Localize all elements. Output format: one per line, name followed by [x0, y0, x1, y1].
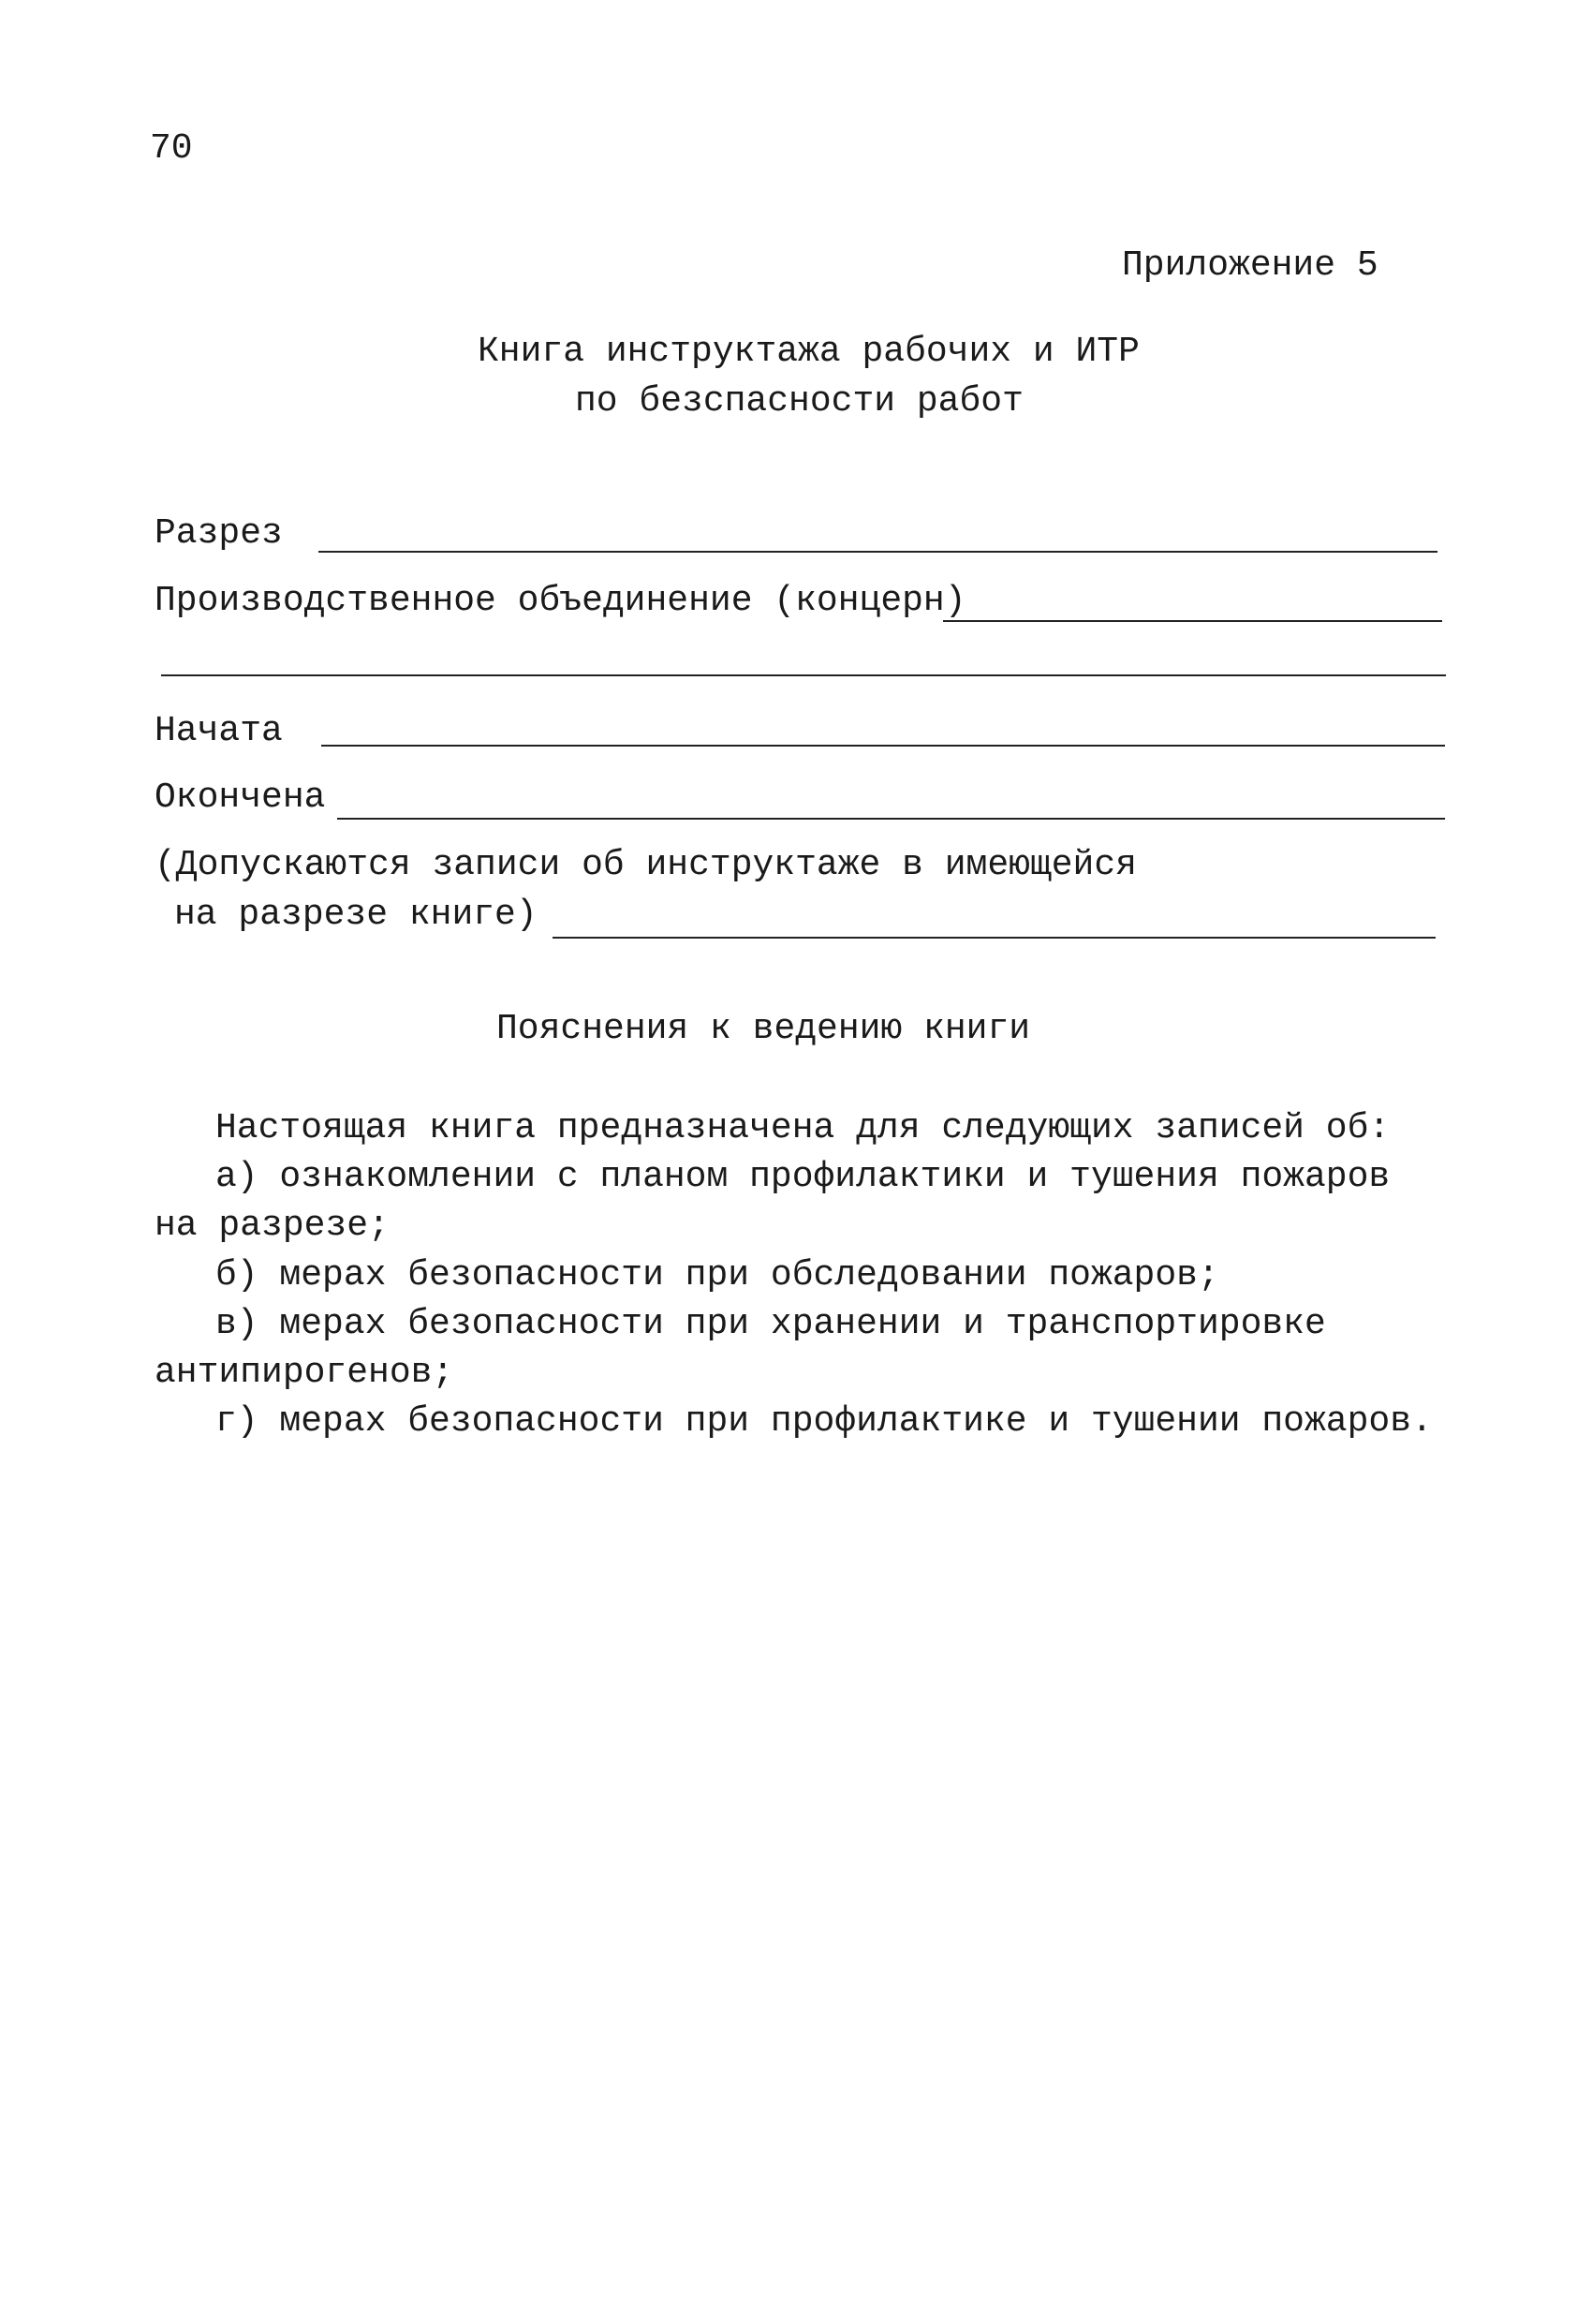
- explanations-item-a-line-1: а) ознакомлении с планом профилактики и тушения пожаров: [215, 1157, 1391, 1197]
- started-fill-line[interactable]: [321, 745, 1445, 747]
- finished-label: Окончена: [155, 777, 326, 818]
- razrez-label: Разрез: [155, 513, 283, 554]
- association-fill-line[interactable]: [943, 620, 1442, 622]
- note-line-1: (Допускаются записи об инструктаже в имеющейся: [155, 845, 1137, 885]
- explanations-intro: Настоящая книга предназначена для следующих записей об:: [215, 1108, 1391, 1148]
- explanations-item-a-line-2: на разрезе;: [155, 1206, 390, 1246]
- association-continuation-line[interactable]: [161, 674, 1446, 676]
- finished-fill-line[interactable]: [337, 818, 1445, 820]
- note-fill-line[interactable]: [553, 937, 1436, 939]
- explanations-heading: Пояснения к ведению книги: [496, 1009, 1031, 1049]
- book-title-line-1: Книга инструктажа рабочих и ИТР: [478, 332, 1140, 372]
- started-label: Начата: [155, 711, 283, 751]
- explanations-item-v-line-2: антипирогенов;: [155, 1353, 454, 1393]
- association-label: Производственное объединение (концерн): [155, 581, 966, 621]
- razrez-fill-line[interactable]: [318, 551, 1437, 553]
- explanations-item-v-line-1: в) мерах безопасности при хранении и транспортировке: [215, 1304, 1326, 1344]
- explanations-item-g: г) мерах безопасности при профилактике и тушении пожаров.: [215, 1401, 1433, 1442]
- appendix-label: Приложение 5: [1122, 245, 1378, 286]
- explanations-item-b: б) мерах безопасности при обследовании пожаров;: [215, 1255, 1219, 1295]
- book-title-line-2: по безспасности работ: [575, 381, 1024, 422]
- note-line-2: на разрезе книге): [174, 895, 538, 935]
- page-number: 70: [150, 128, 193, 169]
